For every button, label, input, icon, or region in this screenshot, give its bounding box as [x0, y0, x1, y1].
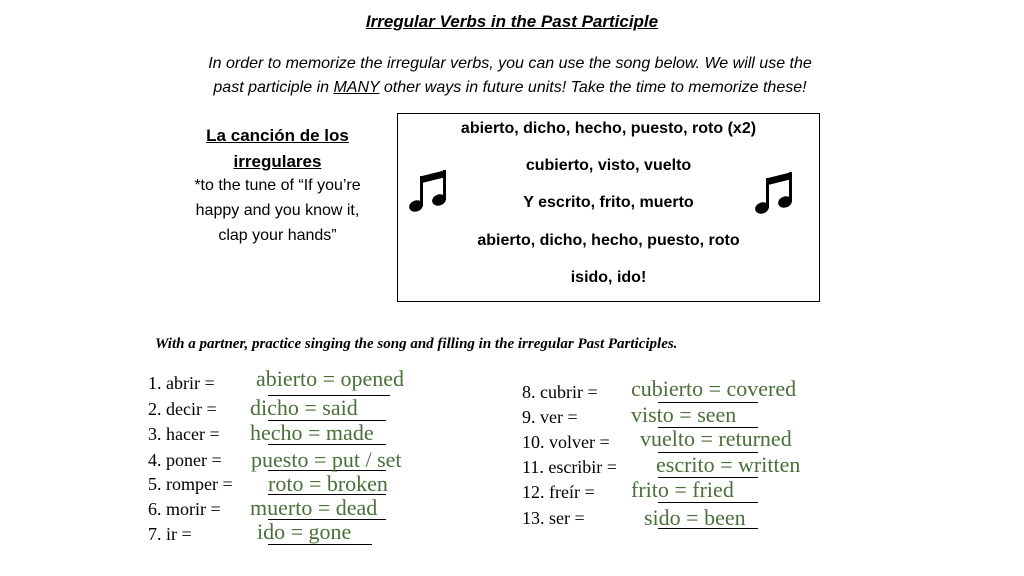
verb-label-hacer: 3. hacer = [148, 424, 220, 444]
verb-label-escribir: 11. escribir = [522, 457, 617, 477]
verb-label-poner: 4. poner = [148, 450, 222, 470]
verb-label-ver: 9. ver = [522, 407, 578, 427]
intro-paragraph [160, 52, 860, 100]
answer-hacer: hecho = made [250, 420, 374, 445]
emphasis-many: MANY [333, 79, 380, 96]
answer-freir: frito = fried [631, 477, 734, 502]
verb-label-morir: 6. morir = [148, 499, 221, 519]
intro-line-2: past participle in MANY other ways in future units! Take the time to memorize these! [213, 79, 807, 96]
answer-ser: sido = been [644, 505, 746, 530]
answer-ir: ido = gone [257, 519, 352, 544]
answer-ver: visto = seen [631, 402, 737, 427]
answer-escribir: escrito = written [656, 452, 801, 477]
lyric-line-5: isido, ido! [570, 269, 647, 286]
music-note-icon [408, 168, 450, 214]
song-tune-note: *to the tune of “If you’re happy and you know it, clap your hands” [194, 177, 361, 244]
verb-label-romper: 5. romper = [148, 474, 233, 494]
answer-cubrir: cubierto = covered [631, 376, 797, 401]
answer-romper: roto = broken [268, 471, 388, 496]
answer-poner: puesto = put / set [251, 447, 402, 472]
practice-instructions: With a partner, practice singing the song and filling in the irregular Past Participles. [155, 336, 678, 352]
verb-label-abrir: 1. abrir = [148, 373, 215, 393]
song-title: La canción de los irregulares [206, 126, 349, 171]
verb-label-decir: 2. decir = [148, 399, 217, 419]
verb-label-cubrir: 8. cubrir = [522, 382, 598, 402]
answer-decir: dicho = said [250, 395, 358, 420]
verb-label-volver: 10. volver = [522, 432, 610, 452]
intro-line-1: In order to memorize the irregular verbs, you can use the song below. We will use the [208, 55, 812, 72]
verb-label-ser: 13. ser = [522, 508, 585, 528]
lyric-line-2: cubierto, visto, vuelto [525, 157, 692, 174]
verb-label-freir: 12. freír = [522, 482, 595, 502]
answer-morir: muerto = dead [250, 495, 378, 520]
page-title: Irregular Verbs in the Past Participle [365, 12, 659, 31]
answer-abrir: abierto = opened [256, 366, 405, 391]
music-note-icon [754, 170, 796, 216]
answer-volver: vuelto = returned [640, 426, 792, 451]
verb-label-ir: 7. ir = [148, 524, 192, 544]
lyric-line-4: abierto, dicho, hecho, puesto, roto [477, 232, 740, 249]
lyric-line-3: Y escrito, frito, muerto [523, 194, 694, 211]
lyrics-box [397, 113, 820, 302]
lyric-line-1: abierto, dicho, hecho, puesto, roto (x2) [460, 120, 757, 137]
